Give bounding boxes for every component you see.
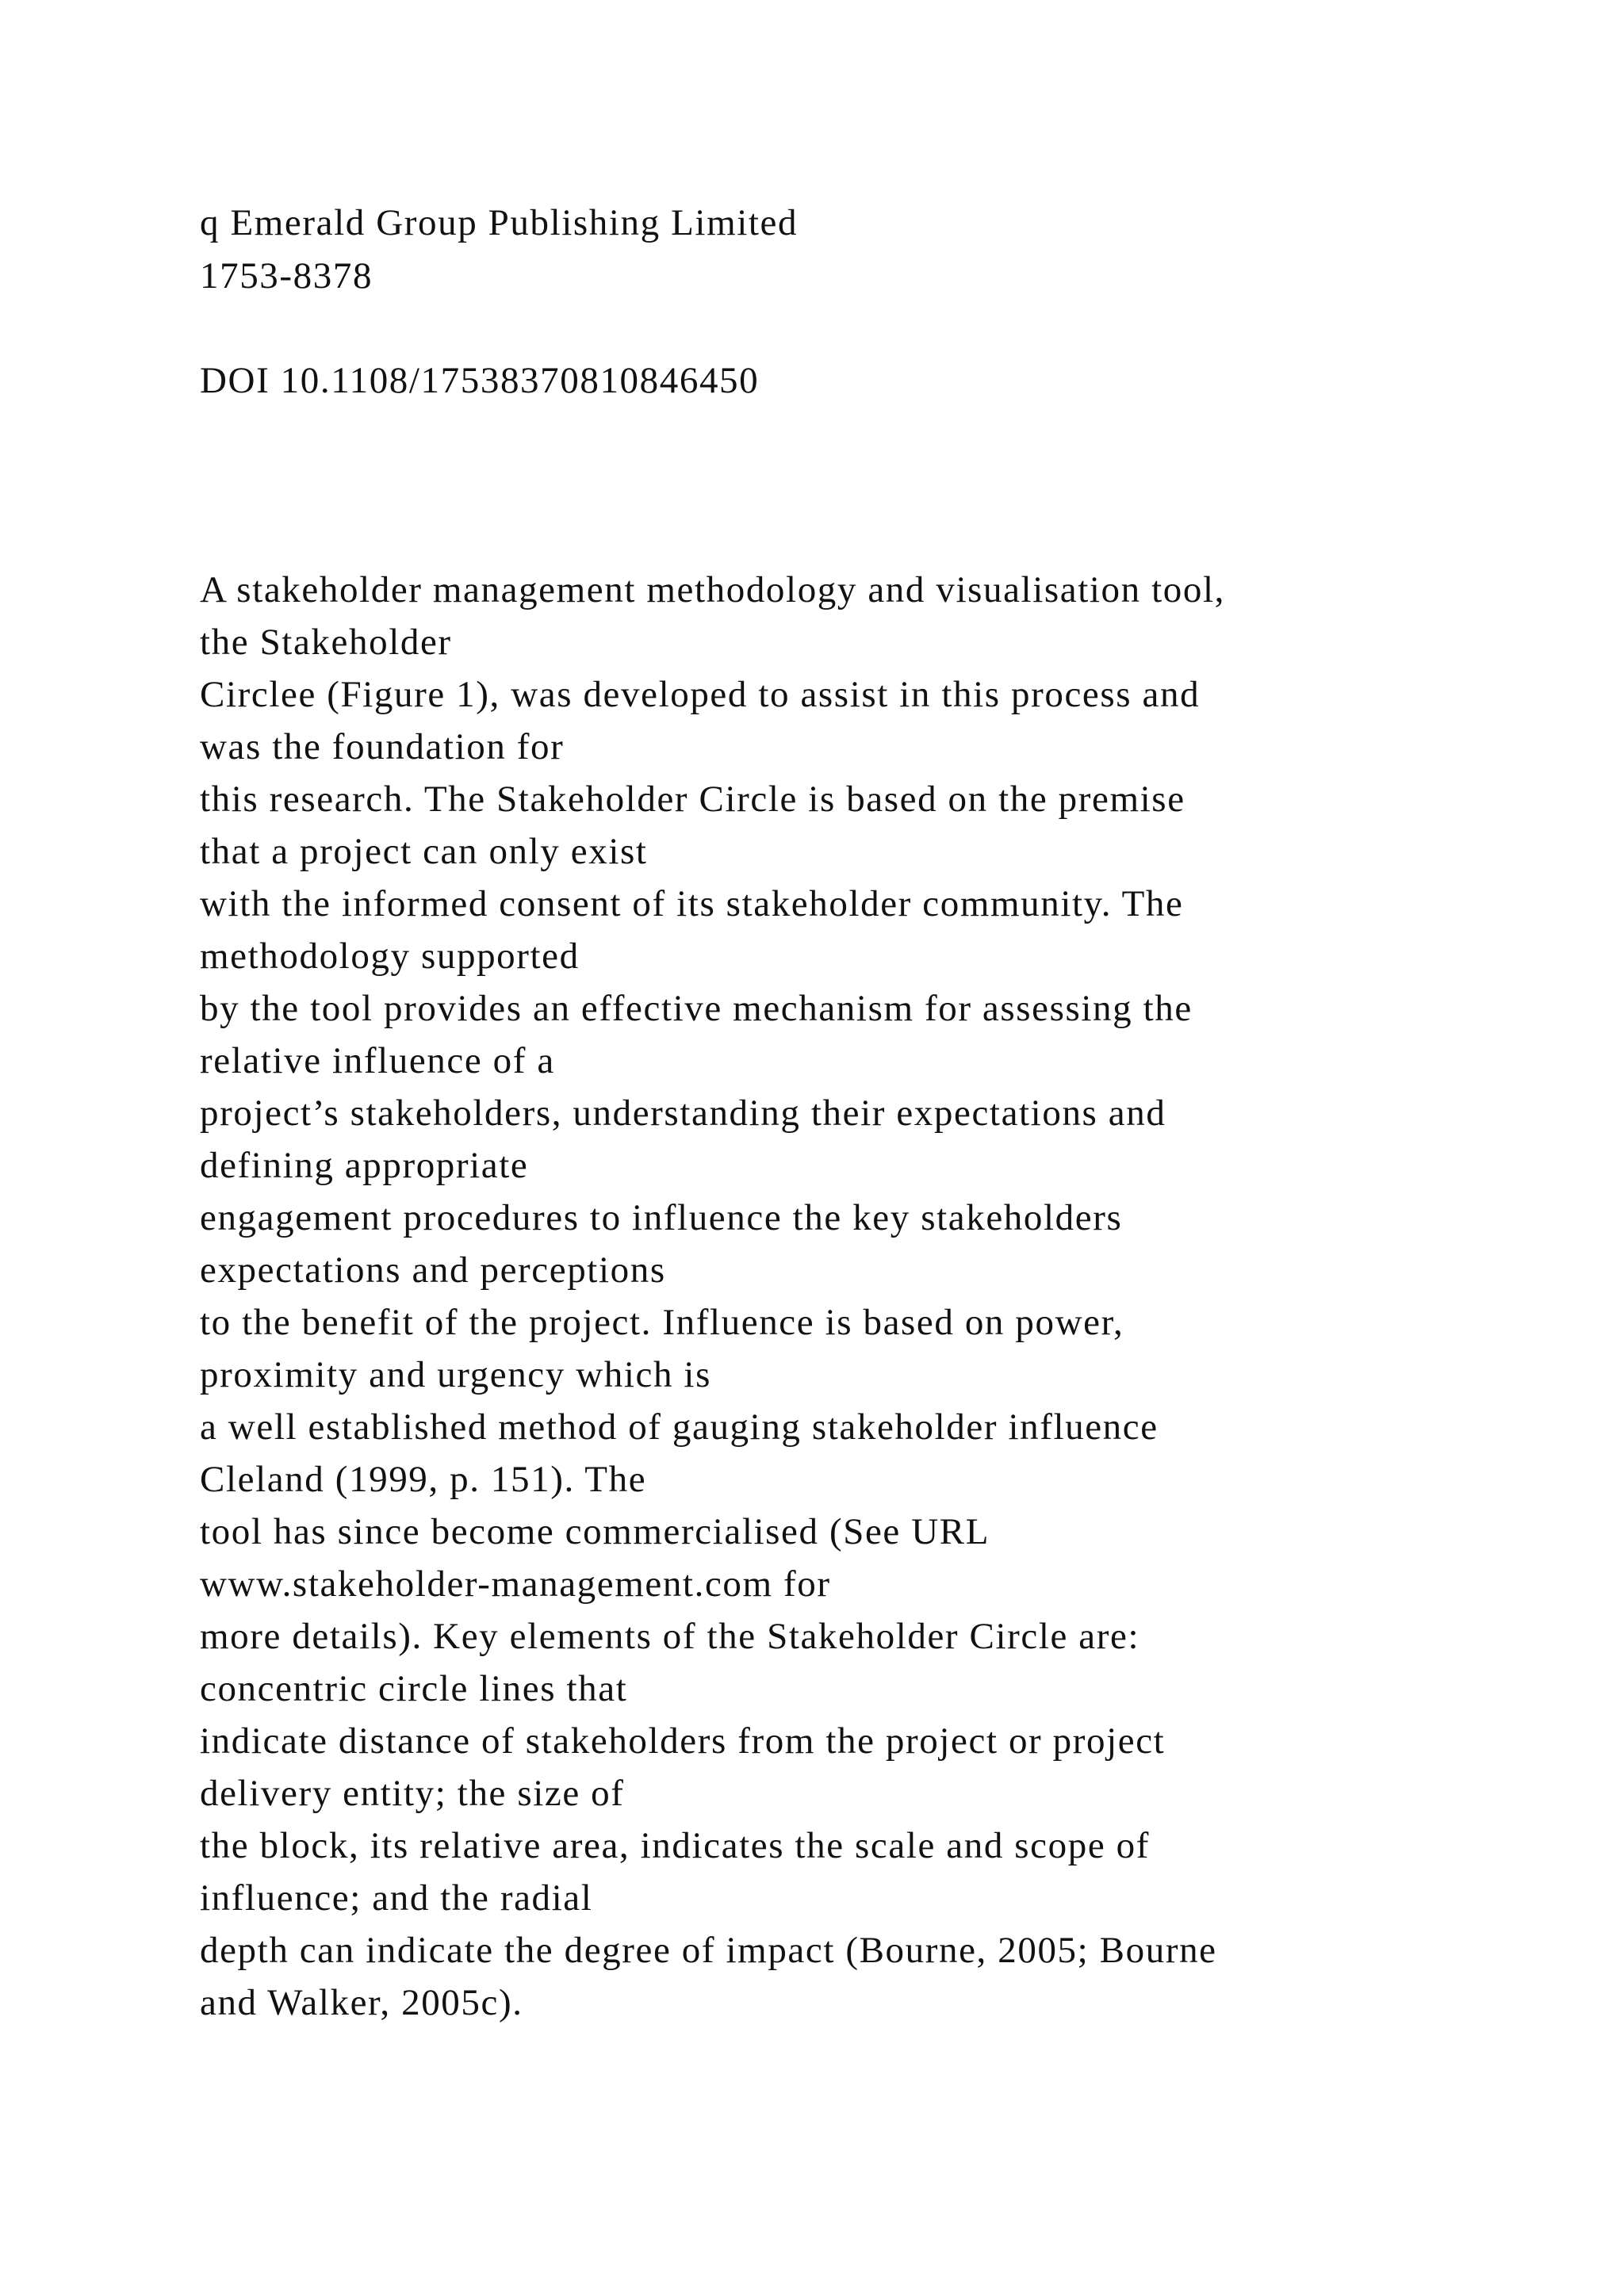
body-line: this research. The Stakeholder Circle is based on the premise xyxy=(200,779,1185,820)
doi-line: DOI 10.1108/17538370810846450 xyxy=(200,360,760,401)
publisher-line: q Emerald Group Publishing Limited xyxy=(200,202,799,243)
body-line: and Walker, 2005c). xyxy=(200,1982,523,2023)
body-line: expectations and perceptions xyxy=(200,1249,666,1291)
body-line: www.stakeholder-management.com for xyxy=(200,1563,831,1605)
body-line: concentric circle lines that xyxy=(200,1668,628,1709)
body-line: indicate distance of stakeholders from the project or project xyxy=(200,1720,1166,1762)
body-line: the Stakeholder xyxy=(200,622,452,663)
body-line: A stakeholder management methodology and visualisation tool, xyxy=(200,569,1225,610)
body-line: Circlee (Figure 1), was developed to assist in this process and xyxy=(200,674,1201,715)
body-line: influence; and the radial xyxy=(200,1877,593,1919)
body-line: relative influence of a xyxy=(200,1040,555,1081)
body-line: the block, its relative area, indicates the scale and scope of xyxy=(200,1825,1151,1866)
body-line: was the foundation for xyxy=(200,726,565,767)
issn-line: 1753-8378 xyxy=(200,255,373,297)
body-line: tool has since become commercialised (See URL xyxy=(200,1511,990,1552)
body-line: engagement procedures to influence the key stakeholders xyxy=(200,1197,1123,1238)
body-line: more details). Key elements of the Stakeholder Circle are: xyxy=(200,1616,1140,1657)
body-line: that a project can only exist xyxy=(200,831,648,872)
body-line: a well established method of gauging stakeholder influence xyxy=(200,1406,1159,1448)
body-line: by the tool provides an effective mechanism for assessing the xyxy=(200,988,1193,1029)
body-line: defining appropriate xyxy=(200,1145,529,1186)
body-line: delivery entity; the size of xyxy=(200,1773,625,1814)
body-line: project’s stakeholders, understanding their expectations and xyxy=(200,1093,1166,1134)
body-line: methodology supported xyxy=(200,936,580,977)
body-line: proximity and urgency which is xyxy=(200,1354,711,1395)
body-line: to the benefit of the project. Influence is based on power, xyxy=(200,1302,1124,1343)
body-line: Cleland (1999, p. 151). The xyxy=(200,1459,647,1500)
body-line: with the informed consent of its stakeholder community. The xyxy=(200,883,1184,924)
body-line: depth can indicate the degree of impact (Bourne, 2005; Bourne xyxy=(200,1930,1217,1971)
